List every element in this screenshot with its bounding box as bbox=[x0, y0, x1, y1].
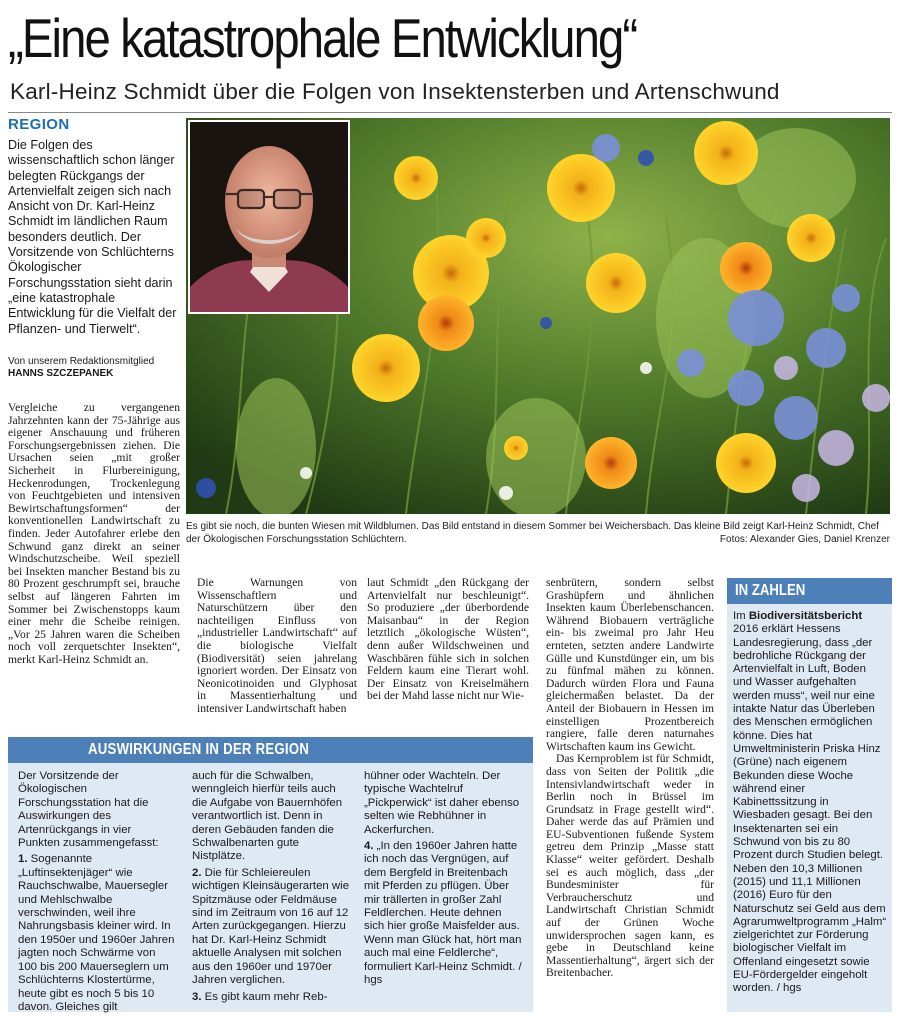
sidebar-term: Biodiversitätsbericht bbox=[748, 610, 863, 622]
column-text: Das Kernproblem ist für Schmidt, dass von Seiten der Politik „die Intensivlandwirtschaft weder in Berlin noch in Brüssel im Grundsatz in Frage gestellt wird“. Daher werde das auf Prämien und EU-Subventionen fußende System getreu dem Prinzip „Masse statt Klasse“ weiter gefördert. Deshalb sei es auch möglich, dass „der Bundesminister für Verbraucherschutz und Landwirtschaft Christian Schmidt auf der Grünen Woche unwidersprochen sagen kann, es gebe in Deutschland keine Massentierhaltung“, ärgert sich der Breitenbacher. bbox=[546, 752, 714, 980]
headline: „Eine katastrophale Entwicklung“ bbox=[8, 7, 637, 69]
photo-credit: Fotos: Alexander Gies, Daniel Krenzer bbox=[719, 534, 890, 545]
caption-text: Es gibt sie noch, die bunten Wiesen mit Wildblumen. Das Bild entstand in diesem Sommer bei Weichersbach. Das kleine Bild zeigt Karl-Heinz Schmidt, Chef der Ökologischen Forschungsstation Schlüchtern. bbox=[186, 521, 879, 545]
info-box-intro: Der Vorsitzende der Ökologischen Forschungsstation hat die Auswirkungen des Artenrückgangs in vier Punkten zusammengefasst: bbox=[18, 770, 159, 850]
byline bbox=[8, 356, 180, 380]
article-column-2 bbox=[197, 577, 357, 716]
lead-paragraph bbox=[8, 138, 180, 337]
dateline: REGION bbox=[8, 116, 70, 133]
info-box-point-3-cont: hühner oder Wachteln. Der typische Wachtelruf „Pickperwick“ ist daher ebenso selten wie Rebhühner in Ackerfurchen. bbox=[364, 770, 520, 836]
photo-caption bbox=[186, 520, 890, 546]
column-text: laut Schmidt „den Rückgang der Artenvielfalt nur beschleunigt“. So produziere „der überbordende Maisanbau“ in der Region letztlich „ökologische Wüsten“, denn außer Wildschweinen und Waschbären fühle sich in solchen Feldern kaum eine Tierart wohl. Der Einsatz von Kreiselmähern bei der Mahd lasse nicht nur Wie- bbox=[367, 576, 529, 703]
column-text: Vergleiche zu vergangenen Jahrzehnten kann der 75-Jährige aus eigener Anschauung und früheren Forschungsergebnissen ziehen. Die Ursachen seien „mit großer Sicherheit in Flurbereinigung, Heckenrodungen, Trockenlegung von Feuchtgebieten und intensiven Bewirtschaftungsformen“ der konventionellen Landwirtschaft zu finden. Jeder Autofahrer erlebe den Schwund ganz direkt an seiner Windschutzscheibe. Weil speziell bei Insekten mancher Bestand bis zu 80 Prozent geschrumpft sei, brauche selbst auf längeren Fahrten im Sommer bei Zwischenstopps kaum einer mehr die Scheibe reinigen. „Vor 25 Jahren waren die Scheiben noch voll zerquetschter Insekten“, merkt Karl-Heinz Schmidt an. bbox=[8, 401, 180, 666]
column-text: senbrütern, sondern selbst Grashüpfern und ähnlichen Insekten kaum Überlebenschancen. Während Biobauern verträgliche ein- bis zweimal pro Jahr Heu ernteten, setzten andere Landwirte Gülle und Kunstdünger ein, um bis zu fünfmal mähen zu können. Dadurch würden Flora und Fauna gleichermaßen belastet. Da der Anteil der Biobauern in Hessen im einstelligen Prozentbereich rangiere, falle deren naturnahes Wirtschaften kaum ins Gewicht. bbox=[546, 576, 714, 753]
info-box-point-1: 1. Sogenannte „Luftinsektenjäger“ wie Rauchschwalbe, Mauersegler und Mehlschwalbe verschwinden, weil ihre Nahrungsbasis kleiner wird. In den 1950er und 1960er Jahren jagten noch Schwärme von 100 bis 200 Mauerseglern um Schlüchterns Klostertürme, heute gibt es noch 5 bis 10 davon. Gleiches gilt bbox=[18, 853, 175, 1013]
info-box-header bbox=[8, 737, 533, 763]
sidebar-header bbox=[727, 578, 892, 604]
sidebar-title: IN ZAHLEN bbox=[735, 582, 806, 599]
info-box-point-2: 2. Die für Schleiereulen wichtigen Kleinsäugerarten wie Spitzmäuse oder Feldmäuse sind im Zeitraum von 16 auf 12 Arten zurückgegangen. Hierzu hat Dr. Karl-Heinz Schmidt aktuelle Analysen mit solchen aus den 1960er und 1970er Jahren verglichen. bbox=[192, 866, 350, 987]
info-box-point-3: 3. Es gibt kaum mehr Reb- bbox=[192, 990, 328, 1003]
article-column-3 bbox=[367, 577, 529, 703]
info-box-column-3 bbox=[364, 770, 524, 991]
info-box-column-2 bbox=[192, 770, 350, 1007]
subheadline: Karl-Heinz Schmidt über die Folgen von Insektensterben und Artenschwund bbox=[10, 79, 780, 104]
article-column-1 bbox=[8, 402, 180, 666]
info-box-title: AUSWIRKUNGEN IN DER REGION bbox=[88, 741, 310, 758]
byline-author: HANNS SZCZEPANEK bbox=[8, 368, 114, 379]
article-column-4 bbox=[546, 577, 714, 980]
info-box-point-1-cont: auch für die Schwalben, wenngleich hierfür teils auch die Aufgabe von Bauernhöfen verantwortlich ist. Denn in deren Gebäuden fanden die Schwalbenarten gute Nistplätze. bbox=[192, 770, 343, 863]
sidebar-text: Im Biodiversitätsbericht 2016 erklärt Hessens Landesregierung, dass „der bedrohliche Rückgang der Artenvielfalt in Luft, Boden und Wasser aufgehalten werden muss“, weil nur eine intakte Natur das Überleben des Menschen ermöglichen könne. Dies hat Umweltministerin Priska Hinz (Grüne) nach eigenem Bekunden diese Woche während einer Kabinettssitzung in Wiesbaden gesagt. Bei den Insektenarten sei ein Schwund von bis zu 80 Prozent durch Studien belegt. Neben den 10,3 Millionen (2015) und 11,1 Millionen (2016) Euro für den Naturschutz sei Geld aus dem Agrarumweltprogramm „Halm“ zielgerichtet zur Förderung biologischer Vielfalt im Offenland eingesetzt sowie EU-Fördergelder eingeholt worden. / hgs bbox=[733, 610, 887, 995]
lead-text: Die Folgen des wissenschaftlich schon länger belegten Rückgangs der Artenvielfalt zeigen sich nach Ansicht von Dr. Karl-Heinz Schmidt im ländlichen Raum besonders deutlich. Der Vorsitzende von Schlüchterns Ökologischer Forschungsstation sieht darin „eine katastrophale Entwicklung für die Vielfalt der Pflanzen- und Tierwelt“. bbox=[8, 138, 177, 336]
divider bbox=[8, 112, 892, 113]
column-text: Die Warnungen von Wissenschaftlern und Naturschützern über den nachteiligen Einfluss von „industrieller Landwirtschaft“ auf die biologische Vielfalt (Biodiversität) seien jahrelang ignoriert worden. Der Einsatz von Neonicotinoiden und Glyphosat in Massentierhaltung und intensiver Landwirtschaft haben bbox=[197, 576, 357, 715]
portrait-image bbox=[190, 122, 348, 312]
portrait-photo bbox=[188, 120, 350, 314]
byline-intro: Von unserem Redaktionsmitglied bbox=[8, 356, 155, 367]
info-box-column-1 bbox=[18, 770, 176, 1017]
info-box-point-4: 4. „In den 1960er Jahren hatte ich noch das Vergnügen, auf dem Bergfeld in Breitenbach mit Pferden zu pflügen. Über mir trällerten in großer Zahl Feldlerchen. Heute dehnen sich hier große Maisfelder aus. Wenn man Glück hat, hört man auch mal eine Feldlerche“, formuliert Karl-Heinz Schmidt. / hgs bbox=[364, 840, 522, 987]
